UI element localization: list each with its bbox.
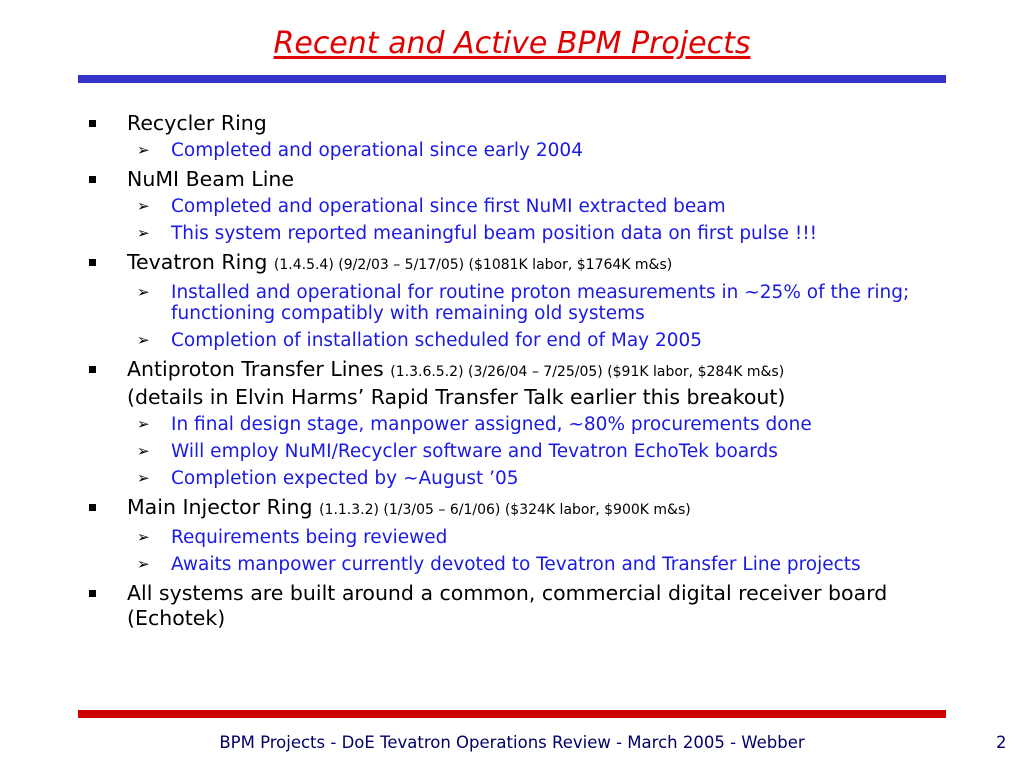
footer-text: BPM Projects - DoE Tevatron Operations Review - March 2005 - Webber	[219, 733, 805, 752]
sub-bullet-text: Installed and operational for routine proton measurements in ~25% of the ring; functioning compatibly with remaining old systems	[171, 282, 910, 324]
sub-bullet-text: In final design stage, manpower assigned, ~80% procurements done	[171, 414, 812, 435]
sub-bullet-text: Completion expected by ~August ’05	[171, 468, 519, 489]
arrow-bullet-icon: ➢	[137, 415, 150, 433]
bullet-label: Main Injector Ring	[127, 495, 313, 519]
bullet-label-continued: (details in Elvin Harms’ Rapid Transfer Talk earlier this breakout)	[127, 385, 786, 409]
sub-bullet-item	[0, 330, 1024, 351]
bullet-item	[0, 250, 1024, 278]
sub-bullet-text: Completed and operational since early 2004	[171, 140, 583, 161]
sub-bullet-text: Completion of installation scheduled for end of May 2005	[171, 330, 703, 351]
arrow-bullet-icon: ➢	[137, 197, 150, 215]
sub-bullet-text: Awaits manpower currently devoted to Tevatron and Transfer Line projects	[171, 554, 861, 575]
sub-bullet-item	[0, 282, 1024, 324]
page-number: 2	[996, 733, 1007, 752]
sub-bullet-item	[0, 441, 1024, 462]
square-bullet-icon	[89, 590, 96, 597]
sub-bullet-text: Requirements being reviewed	[171, 527, 448, 548]
sub-bullet-item	[0, 223, 1024, 244]
bullet-detail: (1.1.3.2) (1/3/05 – 6/1/06) ($324K labor, $900K m&s)	[319, 502, 691, 518]
sub-bullet-item	[0, 527, 1024, 548]
bullet-label: Recycler Ring	[127, 111, 267, 135]
slide-title: Recent and Active BPM Projects	[273, 26, 751, 61]
sub-bullet-item	[0, 414, 1024, 435]
sub-bullet-item	[0, 140, 1024, 161]
bullet-item	[0, 357, 1024, 410]
arrow-bullet-icon: ➢	[137, 555, 150, 573]
arrow-bullet-icon: ➢	[137, 469, 150, 487]
sub-bullet-text: This system reported meaningful beam position data on first pulse !!!	[171, 223, 818, 244]
bottom-divider	[78, 710, 946, 718]
arrow-bullet-icon: ➢	[137, 442, 150, 460]
top-divider	[78, 75, 946, 83]
bullet-detail: (1.4.5.4) (9/2/03 – 5/17/05) ($1081K labor, $1764K m&s)	[273, 257, 673, 273]
square-bullet-icon	[89, 259, 96, 266]
arrow-bullet-icon: ➢	[137, 331, 150, 349]
arrow-bullet-icon: ➢	[137, 528, 150, 546]
slide-content	[0, 111, 1024, 631]
sub-bullet-item	[0, 468, 1024, 489]
bullet-label: Antiproton Transfer Lines	[127, 357, 384, 381]
bullet-item	[0, 581, 1024, 631]
bullet-label: Tevatron Ring	[127, 250, 268, 274]
bullet-item	[0, 167, 1024, 192]
bullet-item	[0, 495, 1024, 523]
square-bullet-icon	[89, 366, 96, 373]
sub-bullet-item	[0, 554, 1024, 575]
sub-bullet-text: Completed and operational since first NuMI extracted beam	[171, 196, 726, 217]
arrow-bullet-icon: ➢	[137, 224, 150, 242]
bullet-detail: (1.3.6.5.2) (3/26/04 – 7/25/05) ($91K labor, $284K m&s)	[390, 364, 785, 380]
square-bullet-icon	[89, 120, 96, 127]
arrow-bullet-icon: ➢	[137, 283, 150, 301]
square-bullet-icon	[89, 176, 96, 183]
bullet-label: NuMI Beam Line	[127, 167, 295, 191]
sub-bullet-text: Will employ NuMI/Recycler software and Tevatron EchoTek boards	[171, 441, 778, 462]
bullet-item	[0, 111, 1024, 136]
square-bullet-icon	[89, 504, 96, 511]
arrow-bullet-icon: ➢	[137, 141, 150, 159]
sub-bullet-item	[0, 196, 1024, 217]
bullet-label: All systems are built around a common, commercial digital receiver board (Echotek)	[127, 581, 888, 630]
